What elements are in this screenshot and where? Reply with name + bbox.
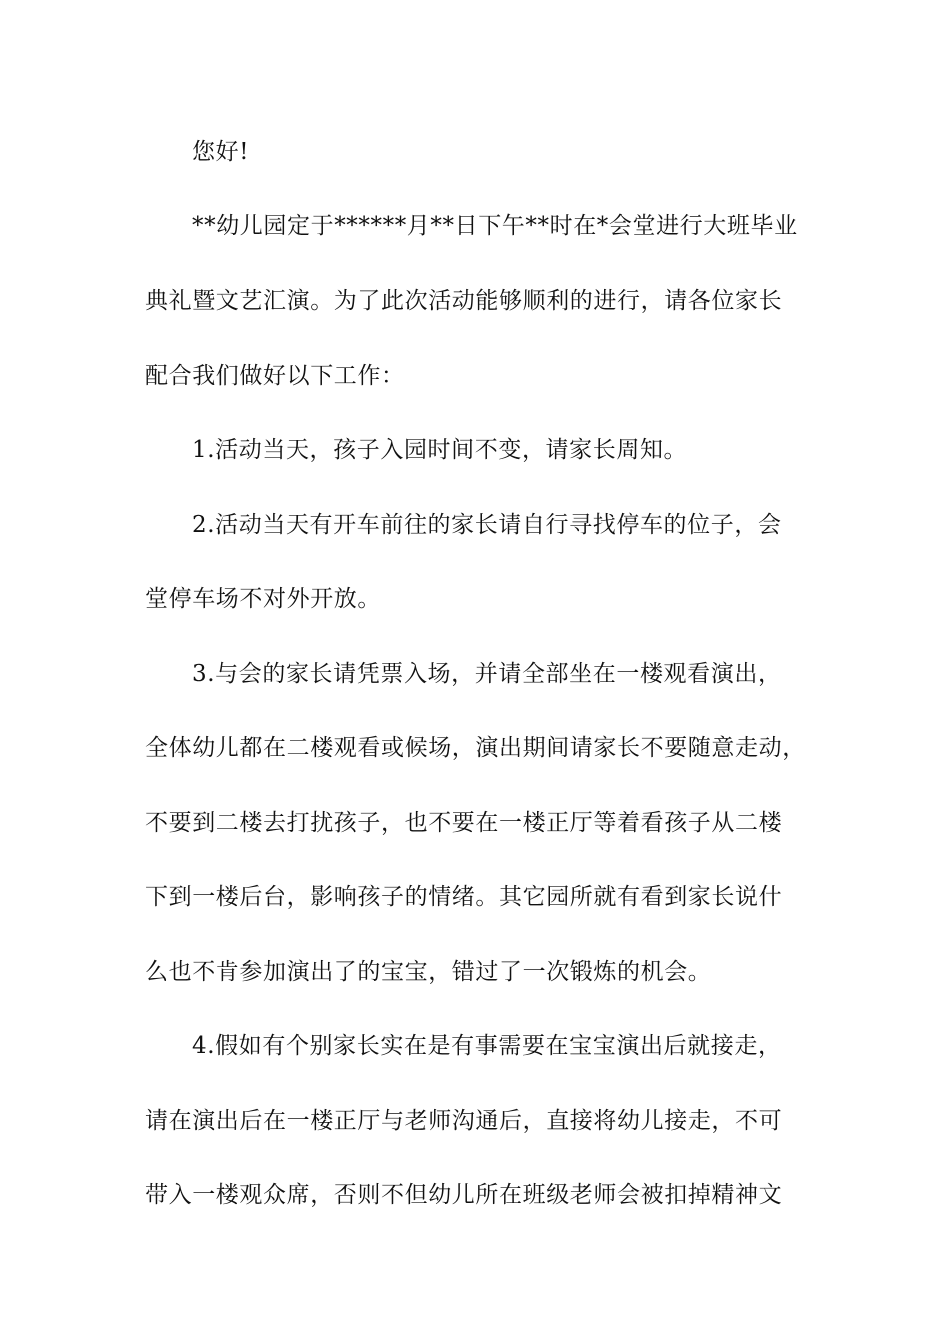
paragraph-line: **幼儿园定于******月**日下午**时在*会堂进行大班毕业 bbox=[192, 213, 798, 239]
paragraph-line: 全体幼儿都在二楼观看或候场，演出期间请家长不要随意走动， bbox=[145, 735, 806, 761]
paragraph-line: 请在演出后在一楼正厅与老师沟通后，直接将幼儿接走，不可 bbox=[145, 1108, 783, 1134]
greeting-line: 您好! bbox=[192, 139, 250, 165]
paragraph-line: 典礼暨文艺汇演。为了此次活动能够顺利的进行，请各位家长 bbox=[145, 288, 783, 314]
paragraph-line: 堂停车场不对外开放。 bbox=[145, 586, 381, 612]
paragraph-line: 下到一楼后台，影响孩子的情绪。其它园所就有看到家长说什 bbox=[145, 884, 783, 910]
paragraph-line: 配合我们做好以下工作： bbox=[145, 363, 405, 389]
paragraph-line: 带入一楼观众席，否则不但幼儿所在班级老师会被扣掉精神文 bbox=[145, 1182, 783, 1208]
paragraph-line: 不要到二楼去打扰孩子，也不要在一楼正厅等着看孩子从二楼 bbox=[145, 810, 783, 836]
paragraph-line: 么也不肯参加演出了的宝宝，错过了一次锻炼的机会。 bbox=[145, 959, 712, 985]
list-item-4: 4.假如有个别家长实在是有事需要在宝宝演出后就接走， bbox=[192, 1033, 782, 1059]
list-item-2: 2.活动当天有开车前往的家长请自行寻找停车的位子，会 bbox=[192, 512, 782, 538]
list-item-1: 1.活动当天，孩子入园时间不变，请家长周知。 bbox=[192, 437, 688, 463]
list-item-3: 3.与会的家长请凭票入场，并请全部坐在一楼观看演出， bbox=[192, 661, 782, 687]
